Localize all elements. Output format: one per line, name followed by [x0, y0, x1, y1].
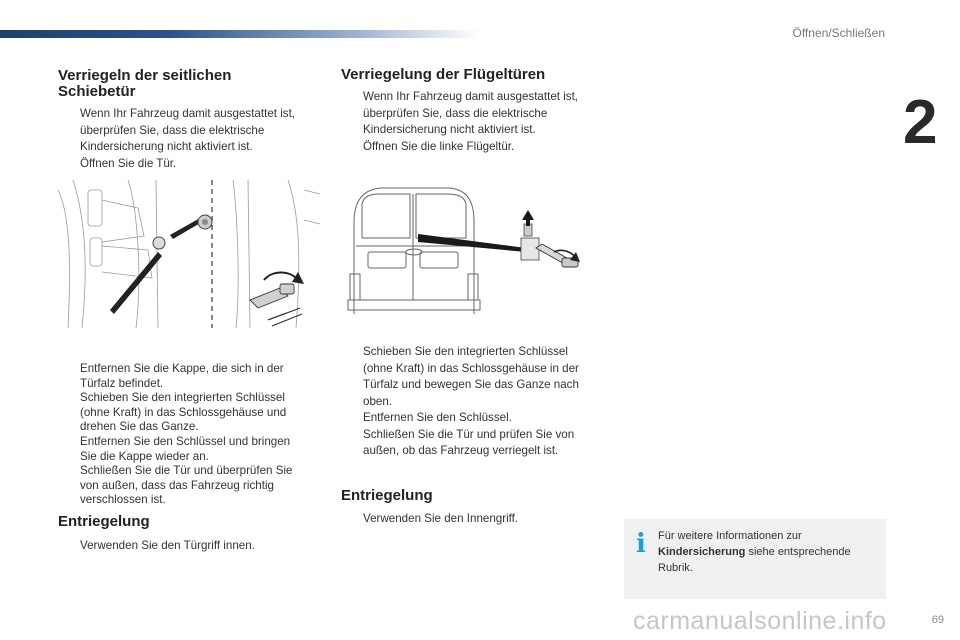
- left-title-line2: Schiebetür: [58, 83, 136, 101]
- right-steps-list: [341, 344, 597, 460]
- list-item: Wenn Ihr Fahrzeug damit ausgestattet ist, überprüfen Sie, dass die elektrische Kindersicherung nicht aktiviert ist.: [363, 90, 579, 136]
- info-box: [624, 519, 886, 599]
- header-bar: [0, 30, 480, 38]
- list-item: Verwenden Sie den Türgriff innen.: [80, 539, 255, 552]
- right-title-block: [341, 67, 601, 83]
- list-item: Verwenden Sie den Innengriff.: [363, 512, 519, 525]
- list-item: Entfernen Sie den Schlüssel.: [363, 411, 512, 424]
- left-steps-list: [58, 362, 310, 508]
- rear-door-lock-illustration: [340, 182, 590, 314]
- sliding-door-lock-illustration: [58, 180, 320, 328]
- list-item: Entfernen Sie den Schlüssel und bringen Sie die Kappe wieder an.: [80, 434, 291, 463]
- right-intro-list: [341, 89, 591, 155]
- right-unlock-block: [341, 488, 591, 504]
- list-item: Schließen Sie die Tür und überprüfen Sie von außen, dass das Fahrzeug richtig verschlossen ist.: [80, 464, 293, 507]
- list-item: Entfernen Sie die Kappe, die sich in der Türfalz befindet.: [80, 362, 284, 390]
- right-unlock-list: [341, 511, 591, 528]
- left-unlock-title: Entriegelung: [58, 513, 150, 530]
- list-item: Öffnen Sie die linke Flügeltür.: [363, 139, 515, 153]
- page-number: 69: [931, 614, 944, 626]
- left-title-block: [58, 68, 318, 100]
- footer-watermark: carmanualsonline.info: [633, 607, 887, 635]
- list-item: Schließen Sie die Tür und prüfen Sie von außen, ob das Fahrzeug verriegelt ist.: [363, 427, 575, 457]
- info-text: Für weitere Informationen zur Kindersicherung siehe entsprechende Rubrik.: [658, 530, 851, 574]
- left-intro-list: [58, 106, 308, 172]
- list-item: Schieben Sie den integrierten Schlüssel (ohne Kraft) in das Schlossgehäuse in der Türfalz und bewegen Sie das Ganze nach oben.: [363, 345, 579, 408]
- right-unlock-title: Entriegelung: [341, 487, 433, 504]
- list-item: Schieben Sie den integrierten Schlüssel (ohne Kraft) in das Schlossgehäuse und drehen Sie das Ganze.: [80, 391, 287, 434]
- info-bold-term: Kindersicherung: [658, 546, 746, 558]
- info-icon: i: [636, 529, 646, 559]
- left-section-title: [58, 68, 318, 100]
- section-title: Öffnen/Schließen: [792, 26, 885, 40]
- list-item: Öffnen Sie die Tür.: [80, 156, 177, 170]
- right-section-title: Verriegelung der Flügeltüren: [341, 66, 546, 83]
- list-item: Wenn Ihr Fahrzeug damit ausgestattet ist, überprüfen Sie, dass die elektrische Kindersicherung nicht aktiviert ist.: [80, 107, 296, 153]
- left-unlock-list: [58, 538, 308, 555]
- chapter-number: 2: [903, 88, 938, 157]
- left-title-line1: Verriegeln der seitlichen: [58, 67, 232, 84]
- left-unlock-block: [58, 514, 308, 530]
